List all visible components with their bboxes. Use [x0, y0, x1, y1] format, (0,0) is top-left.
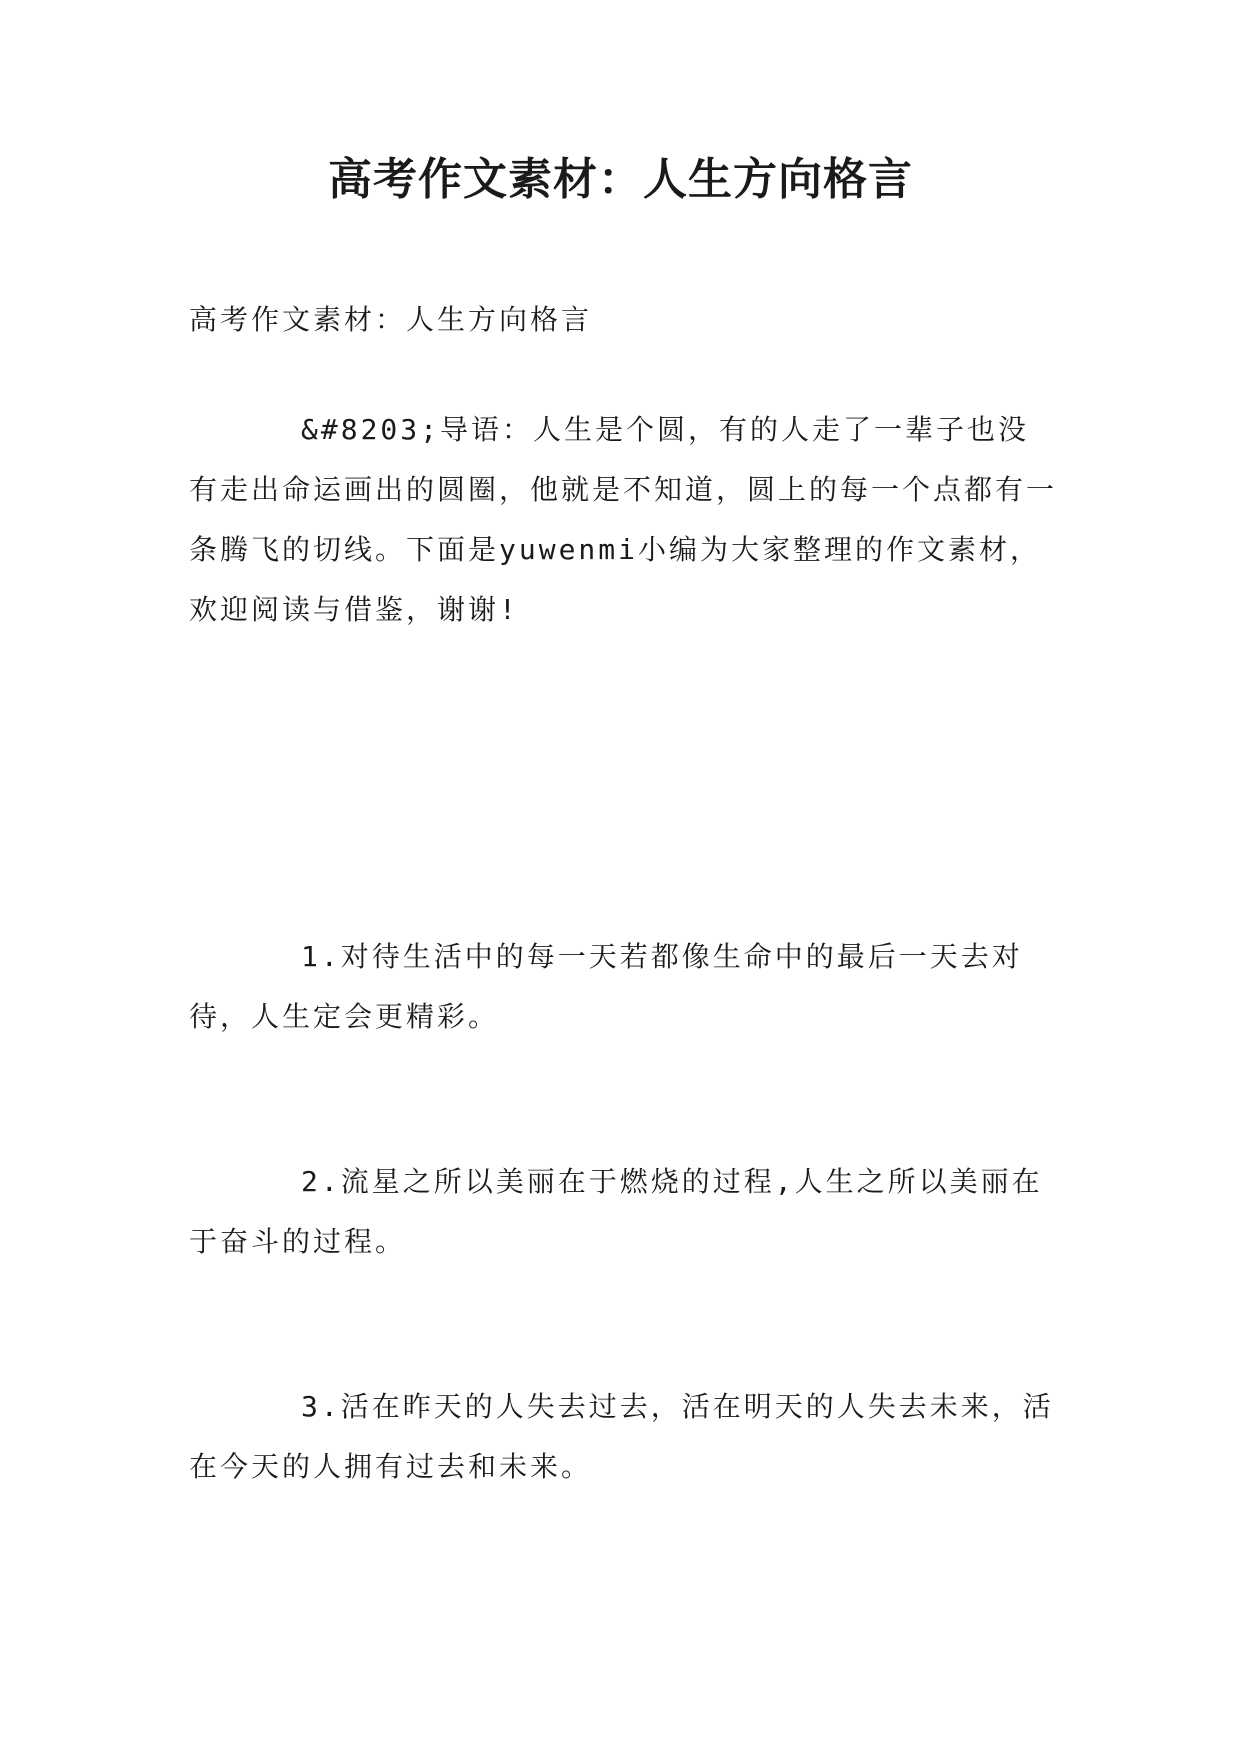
document-subtitle: 高考作文素材：人生方向格言	[189, 303, 593, 336]
document-title: 高考作文素材：人生方向格言	[328, 154, 913, 205]
intro-paragraph: &#8203;导语：人生是个圆，有的人走了一辈子也没有走出命运画出的圆圈，他就是不知道，圆上的每一个点都有一条腾飞的切线。下面是yuwenmi小编为大家整理的作文素材，欢迎阅读与借鉴，谢谢!	[189, 413, 1058, 626]
list-item: 1.对待生活中的每一天若都像生命中的最后一天去对待，人生定会更精彩。	[189, 940, 1023, 1033]
list-item: 2.流星之所以美丽在于燃烧的过程,人生之所以美丽在于奋斗的过程。	[189, 1165, 1043, 1258]
list-item: 3.活在昨天的人失去过去，活在明天的人失去未来，活在今天的人拥有过去和未来。	[189, 1390, 1054, 1483]
